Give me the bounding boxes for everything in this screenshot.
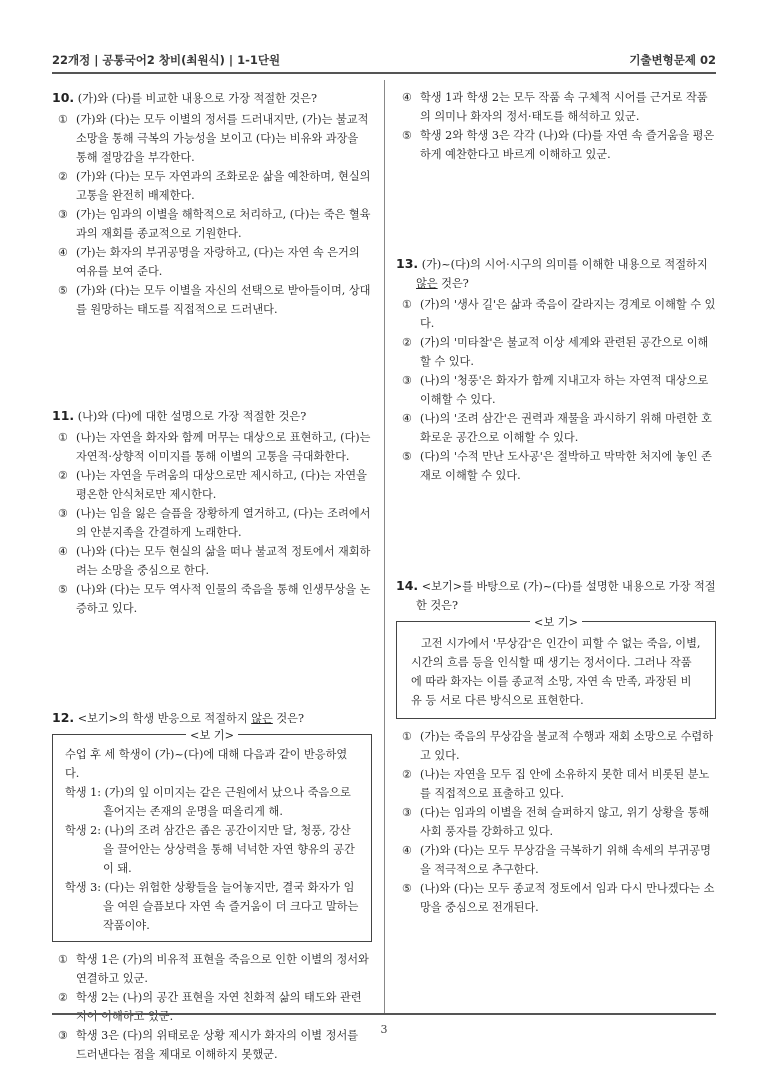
student-response-2: 학생 2: (나)의 조려 삼간은 좁은 공간이지만 달, 청풍, 강산을 끌어안는 상상력을 통해 넉넉한 자연 향유의 공간이 돼. xyxy=(65,824,355,875)
option-4[interactable]: ④ (가)와 (다)는 모두 무상감을 극복하기 위해 속세의 부귀공명을 적극적으로 추구한다. xyxy=(402,844,711,876)
option-1[interactable]: ① (나)는 자연을 화자와 함께 머무는 대상으로 표현하고, (다)는 자연적·상향적 이미지를 통해 이별의 고통을 극대화한다. xyxy=(58,431,371,463)
student-response-1: 학생 1: (가)의 잎 이미지는 같은 근원에서 났으나 죽음으로 흩어지는 존재의 운명을 떠올리게 해. xyxy=(65,786,351,818)
student-response-3: 학생 3: (다)는 위험한 상황들을 늘어놓지만, 결국 화자가 임을 여읜 슬픔보다 자연 속 즐거움이 더 크다고 말하는 작품이야. xyxy=(65,881,359,932)
example-box xyxy=(396,616,716,719)
question-12: 12. <보기>의 학생 반응으로 적절하지 않은 것은? <보 기> 수업 후 세 학생이 (가)~(다)에 대해 다음과 같이 반응하였다. 학생 1: (가)의 잎 이미지는 같은 근원에서 났으나 죽음으로 흩어지는 존재의 운명을 떠올리게 해. 학생 2: (나)의 조려 삼간은 좁은 공간이지만 달, 청풍, 강산을 끌어안는 상상력을 통해 넉넉한 자연 향유의 공간이 돼. 학생 3: (다)는 위험한 상황들을 늘어놓지만, 결국 화자가 임을 여읜 슬픔보다 자연 속 즐거움이 더 크다고 말하는 작품이야. ① 학생 1은 (가)의 비유적 표현을 죽음으로 인한 이별의 정서와 연결하고 있군. ② 학생 2는 (나)의 공간 표현을 자연 친화적 삶의 태도와 관련지어 이해하고 있군. ③ 학생 3은 (다)의 위태로운 상황 제시가 화자의 이별 정서를 드러낸다는 점을 제대로 이해하지 못했군. xyxy=(52,708,372,1064)
question-13: 13. (가)~(다)의 시어·시구의 의미를 이해한 내용으로 적절하지 않은 것은? ① (가)의 '생사 길'은 삶과 죽음이 갈라지는 경계로 이해할 수 있다. ② (가)의 '미타찰'은 불교적 이상 세계와 관련된 공간으로 이해할 수 있다. ③ (나)의 '청풍'은 화자가 함께 지내고자 하는 자연적 대상으로 이해할 수 있다. ④ (나)의 '조려 삼간'은 권력과 재물을 과시하기 위해 마련한 호화로운 공간으로 이해할 수 있다. ⑤ (다)의 '수적 만난 도사공'은 절박하고 막막한 처지에 놓인 존재로 이해할 수 있다. xyxy=(396,254,716,485)
column-divider xyxy=(384,80,385,1013)
question-12-continued xyxy=(396,88,716,164)
option-3[interactable]: ③ 학생 3은 (다)의 위태로운 상황 제시가 화자의 이별 정서를 드러낸다는 점을 제대로 이해하지 못했군. xyxy=(58,1029,359,1061)
option-4[interactable]: ④ (나)와 (다)는 모두 현실의 삶을 떠나 불교적 정토에서 재회하려는 소망을 중심으로 한다. xyxy=(58,545,371,577)
emphasis-underline: 않은 xyxy=(251,712,273,725)
question-stem: (가)와 (다)를 비교한 내용으로 가장 적절한 것은? xyxy=(77,92,318,105)
option-2[interactable]: ② (가)의 '미타찰'은 불교적 이상 세계와 관련된 공간으로 이해할 수 있다. xyxy=(402,336,709,368)
top-rule xyxy=(52,72,716,74)
option-2[interactable]: ② 학생 2는 (나)의 공간 표현을 자연 친화적 삶의 태도와 관련지어 이해하고 있군. xyxy=(58,991,362,1023)
example-box xyxy=(52,729,372,942)
option-3[interactable]: ③ (나)의 '청풍'은 화자가 함께 지내고자 하는 자연적 대상으로 이해할 수 있다. xyxy=(402,374,709,406)
option-4[interactable]: ④ (가)는 화자의 부귀공명을 자랑하고, (다)는 자연 속 은거의 여유를 보여 준다. xyxy=(58,246,360,278)
option-2[interactable]: ② (나)는 자연을 두려움의 대상으로만 제시하고, (다)는 자연을 평온한 안식처로만 제시한다. xyxy=(58,469,367,501)
page-header xyxy=(52,50,716,70)
right-column xyxy=(396,88,716,1008)
question-number: 13. xyxy=(396,256,419,271)
emphasis-underline: 않은 xyxy=(416,277,438,290)
option-2[interactable]: ② (나)는 자연을 모두 집 안에 소유하지 못한 데서 비롯된 분노를 직접적으로 표출하고 있다. xyxy=(402,768,710,800)
option-5[interactable]: ⑤ 학생 2와 학생 3은 각각 (나)와 (다)를 자연 속 즐거움을 평온하게 예찬한다고 바르게 이해하고 있군. xyxy=(402,129,715,161)
bottom-rule xyxy=(52,1013,716,1015)
box-text: 고전 시가에서 '무상감'은 인간이 피할 수 없는 죽음, 이별, 시간의 흐름 등을 인식할 때 생기는 정서이다. 그러나 작품에 따라 화자는 이를 종교적 소망, 자연 속 만족, 과장된 비유 등 서로 다른 방식으로 표현한다. xyxy=(411,637,701,707)
option-1[interactable]: ① 학생 1은 (가)의 비유적 표현을 죽음으로 인한 이별의 정서와 연결하고 있군. xyxy=(58,953,369,985)
question-number: 11. xyxy=(52,408,75,423)
header-doc-title: 기출변형문제 02 xyxy=(629,53,716,67)
option-4[interactable]: ④ (나)의 '조려 삼간'은 권력과 재물을 과시하기 위해 마련한 호화로운 공간으로 이해할 수 있다. xyxy=(402,412,712,444)
option-1[interactable]: ① (가)와 (다)는 모두 이별의 정서를 드러내지만, (가)는 불교적 소망을 통해 극복의 가능성을 보이고 (다)는 비유와 과장을 통해 절망감을 부각한다. xyxy=(58,113,369,164)
left-column xyxy=(52,88,372,1061)
box-intro: 수업 후 세 학생이 (가)~(다)에 대해 다음과 같이 반응하였다. xyxy=(65,748,348,780)
option-5[interactable]: ⑤ (나)와 (다)는 모두 종교적 정토에서 임과 다시 만나겠다는 소망을 중심으로 전개된다. xyxy=(402,882,715,914)
question-stem: (나)와 (다)에 대한 설명으로 가장 적절한 것은? xyxy=(77,410,307,423)
option-5[interactable]: ⑤ (다)의 '수적 만난 도사공'은 절박하고 막막한 처지에 놓인 존재로 이해할 수 있다. xyxy=(402,450,712,482)
page-number: 3 xyxy=(380,1023,388,1036)
option-5[interactable]: ⑤ (가)와 (다)는 모두 이별을 자신의 선택으로 받아들이며, 상대를 원망하는 태도를 직접적으로 드러낸다. xyxy=(58,284,371,316)
box-title: <보 기> xyxy=(530,616,582,629)
question-number: 12. xyxy=(52,710,75,725)
header-course-info: 22개정 | 공통국어2 창비(최원식) | 1-1단원 xyxy=(52,53,281,67)
option-1[interactable]: ① (가)의 '생사 길'은 삶과 죽음이 갈라지는 경계로 이해할 수 있다. xyxy=(402,298,716,330)
option-4[interactable]: ④ 학생 1과 학생 2는 모두 작품 속 구체적 시어를 근거로 작품의 의미나 화자의 정서·태도를 해석하고 있군. xyxy=(402,91,708,123)
question-number: 10. xyxy=(52,90,75,105)
option-3[interactable]: ③ (다)는 임과의 이별을 전혀 슬퍼하지 않고, 위기 상황을 통해 사회 풍자를 강화하고 있다. xyxy=(402,806,710,838)
option-2[interactable]: ② (가)와 (다)는 모두 자연과의 조화로운 삶을 예찬하며, 현실의 고통을 완전히 배제한다. xyxy=(58,170,371,202)
option-3[interactable]: ③ (가)는 임과의 이별을 해학적으로 처리하고, (다)는 죽은 혈육과의 재회를 종교적으로 기원한다. xyxy=(58,208,371,240)
option-5[interactable]: ⑤ (나)와 (다)는 모두 역사적 인물의 죽음을 통해 인생무상을 논증하고 있다. xyxy=(58,583,371,615)
question-11 xyxy=(52,406,372,618)
option-1[interactable]: ① (가)는 죽음의 무상감을 불교적 수행과 재회 소망으로 수렴하고 있다. xyxy=(402,730,713,762)
option-3[interactable]: ③ (나)는 임을 잃은 슬픔을 장황하게 열거하고, (다)는 조려에서의 안분지족을 간결하게 노래한다. xyxy=(58,507,371,539)
box-title: <보 기> xyxy=(186,729,238,742)
question-10 xyxy=(52,88,372,319)
question-number: 14. xyxy=(396,578,419,593)
question-14 xyxy=(396,576,716,917)
question-stem: <보기>를 바탕으로 (가)~(다)를 설명한 내용으로 가장 적절한 것은? xyxy=(416,580,716,612)
